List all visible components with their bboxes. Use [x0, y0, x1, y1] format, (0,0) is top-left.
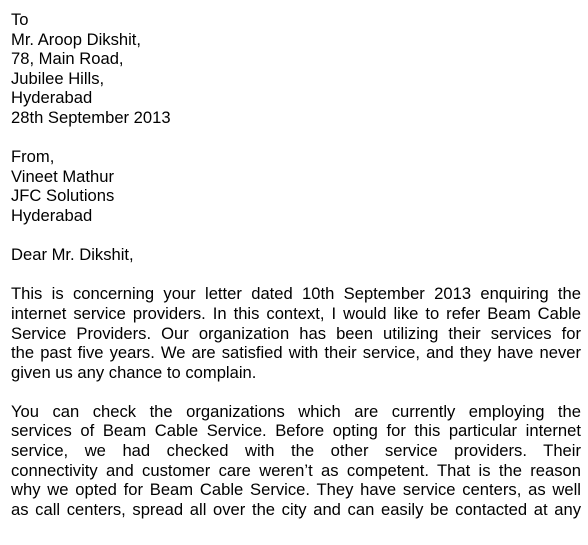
paragraph-line: as call centers, spread all over the city and can easily be contacted at any — [11, 499, 581, 519]
paragraph-line: why we opted for Beam Cable Service. They have service centers, as well — [11, 480, 581, 500]
paragraph-line: This is concerning your letter dated 10th September 2013 enquiring the — [11, 284, 581, 304]
letter — [11, 10, 581, 519]
salutation-text: Dear Mr. Dikshit, — [11, 245, 134, 265]
salutation — [11, 245, 581, 265]
sender-address — [11, 147, 581, 225]
sender-line: Vineet Mathur — [11, 166, 115, 186]
paragraph-line: Service Providers. Our organization has been utilizing their services for — [11, 323, 581, 343]
spacer — [11, 128, 581, 148]
sender-line: From, — [11, 147, 55, 167]
recipient-line: Mr. Aroop Dikshit, — [11, 29, 142, 49]
body-paragraph-1 — [11, 284, 581, 382]
paragraph-line: given us any chance to complain. — [11, 362, 257, 382]
paragraph-line: services of Beam Cable Service. Before opting for this particular internet — [11, 421, 581, 441]
spacer — [11, 226, 581, 246]
recipient-address — [11, 10, 581, 128]
paragraph-line: service, we had checked with the other service providers. Their — [11, 441, 581, 461]
paragraph-line: You can check the organizations which are currently employing the — [11, 401, 581, 421]
sender-line: JFC Solutions — [11, 186, 115, 206]
recipient-line: To — [11, 10, 29, 29]
spacer — [11, 265, 581, 285]
recipient-line: Hyderabad — [11, 88, 93, 108]
recipient-line: 78, Main Road, — [11, 49, 124, 69]
paragraph-line: internet service providers. In this context, I would like to refer Beam Cable — [11, 303, 581, 323]
letter-date: 28th September 2013 — [11, 107, 171, 127]
spacer — [11, 382, 581, 402]
paragraph-line: connectivity and customer care weren’t as competent. That is the reason — [11, 460, 581, 480]
paragraph-line: the past five years. We are satisfied with their service, and they have never — [11, 343, 581, 363]
recipient-line: Jubilee Hills, — [11, 68, 105, 88]
sender-line: Hyderabad — [11, 205, 93, 225]
body-paragraph-2 — [11, 402, 581, 520]
